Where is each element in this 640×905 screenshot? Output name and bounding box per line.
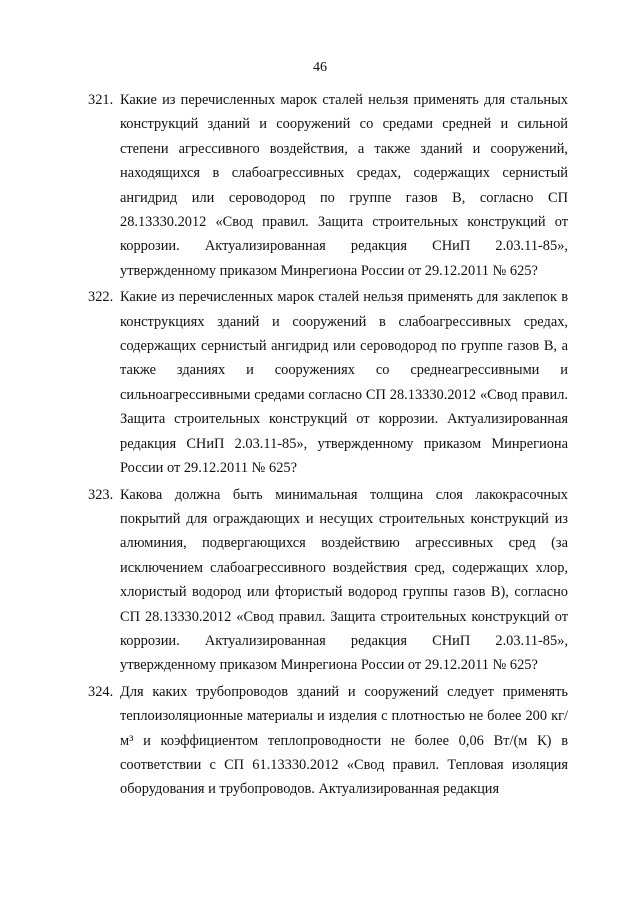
page-number: 46	[313, 60, 327, 75]
question-text: Какие из перечисленных марок сталей нельзя применять для заклепок в конструкциях зданий и сооружений в слабоагрессивных средах, содержащих сернистый ангидрид или сероводород по группе газов В, а также зданиях и сооружениях со среднеагрессивными и сильноагрессивными средами согласно СП 28.13330.2012 «Свод правил. Защита строительных конструкций от коррозии. Актуализированная редакция СНиП 2.03.11-85», утвержденному приказом Минрегиона России от 29.12.2011 № 625?	[120, 289, 568, 477]
question-item-323	[88, 483, 568, 678]
question-number: 321.	[88, 92, 114, 108]
question-item-321	[88, 88, 568, 283]
question-text: Какие из перечисленных марок сталей нельзя применять для стальных конструкций зданий и сооружений со средами средней и сильной степени агрессивного воздействия, а также зданий и сооружений, находящихся в слабоагрессивных средах, содержащих сернистый ангидрид или сероводород по группе газов В, согласно СП 28.13330.2012 «Свод правил. Защита строительных конструкций от коррозии. Актуализированная редакция СНиП 2.03.11-85», утвержденному приказом Минрегиона России от 29.12.2011 № 625?	[120, 92, 568, 279]
question-list	[88, 88, 568, 804]
question-text: Какова должна быть минимальная толщина слоя лакокрасочных покрытий для ограждающих и несущих строительных конструкций из алюминия, подвергающихся воздействию агрессивных сред (за исключением слабоагрессивного воздействия сред, содержащих хлор, хлористый водород или фтористый водород группы газов В), согласно СП 28.13330.2012 «Свод правил. Защита строительных конструкций от коррозии. Актуализированная редакция СНиП 2.03.11-85», утвержденному приказом Минрегиона России от 29.12.2011 № 625?	[120, 486, 568, 674]
question-text: Для каких трубопроводов зданий и сооружений следует применять теплоизоляционные материалы и изделия с плотностью не более 200 кг/м³ и коэффициентом теплопроводности не более 0,06 Вт/(м К) в соответствии с СП 61.13330.2012 «Свод правил. Тепловая изоляция оборудования и трубопроводов. Актуализированная редакция	[120, 683, 568, 798]
question-number: 323.	[88, 486, 114, 503]
question-number: 322.	[88, 289, 114, 306]
question-item-324	[88, 680, 568, 802]
question-number: 324.	[88, 683, 114, 700]
question-item-322	[88, 285, 568, 480]
